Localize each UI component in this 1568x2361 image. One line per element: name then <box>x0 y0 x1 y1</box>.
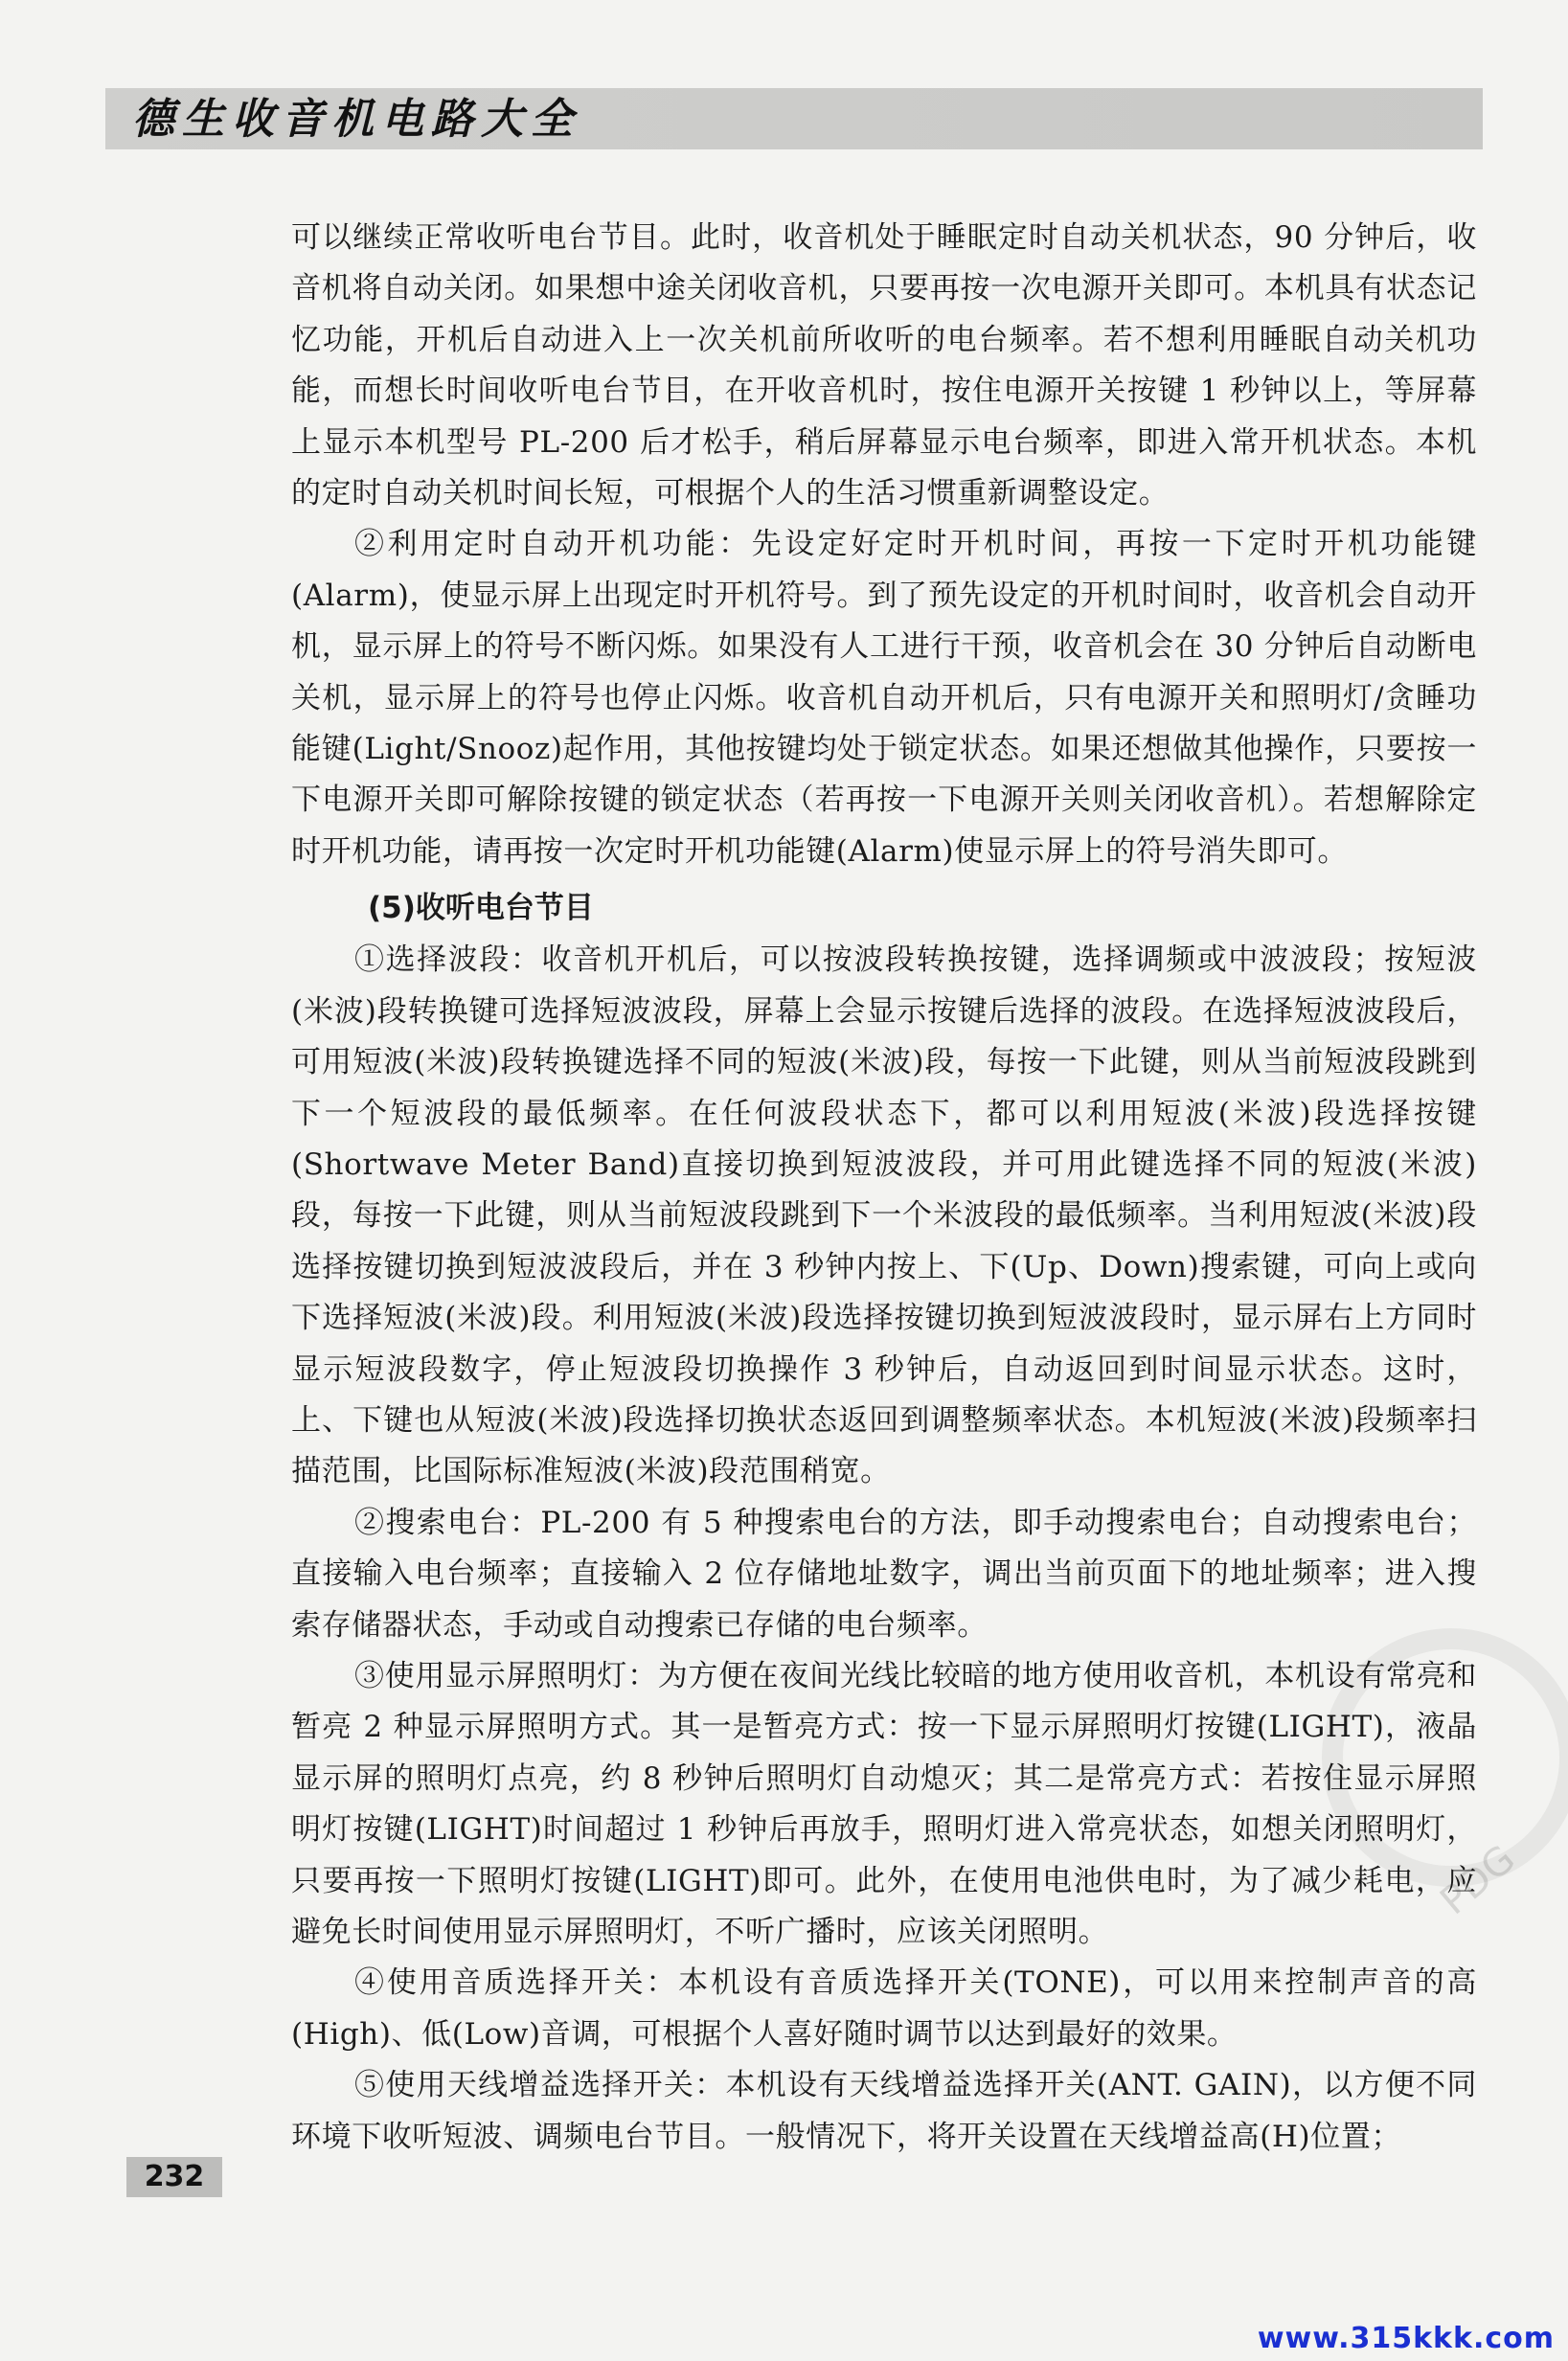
paragraph-station-search: ②搜索电台：PL-200 有 5 种搜索电台的方法，即手动搜索电台；自动搜索电台；直接输入电台频率；直接输入 2 位存储地址数字，调出当前页面下的地址频率；进入搜索存储器状态，手动或自动搜索已存储的电台频率。 <box>291 1505 1477 1643</box>
page-number: 232 <box>126 2157 222 2197</box>
paragraph-sleep-timer-cont: 可以继续正常收听电台节目。此时，收音机处于睡眠定时自动关机状态，90 分钟后，收音机将自动关闭。如果想中途关闭收音机，只要再按一次电源开关即可。本机具有状态记忆功能，开机后自动进入上一次关机前所收听的电台频率。若不想利用睡眠自动关机功能，而想长时间收听电台节目，在开收音机时，按住电源开关按键 1 秒钟以上，等屏幕上显示本机型号 PL-200 后才松手，稍后屏幕显示电台频率，即进入常开机状态。本机的定时自动关机时间长短，可根据个人的生活习惯重新调整设定。 <box>291 220 1477 511</box>
body-text <box>291 213 1477 2163</box>
paragraph-alarm-function: ②利用定时自动开机功能：先设定好定时开机时间，再按一下定时开机功能键(Alarm)，使显示屏上出现定时开机符号。到了预先设定的开机时间时，收音机会自动开机，显示屏上的符号不断闪烁。如果没有人工进行干预，收音机会在 30 分钟后自动断电关机，显示屏上的符号也停止闪烁。收音机自动开机后，只有电源开关和照明灯/贪睡功能键(Light/Snooz)起作用，其他按键均处于锁定状态。如果还想做其他操作，只要按一下电源开关即可解除按键的锁定状态（若再按一下电源开关则关闭收音机）。若想解除定时开机功能，请再按一次定时开机功能键(Alarm)使显示屏上的符号消失即可。 <box>291 527 1477 869</box>
paragraph-antenna-gain: ⑤使用天线增益选择开关：本机设有天线增益选择开关(ANT. GAIN)，以方便不同环境下收听短波、调频电台节目。一般情况下，将开关设置在天线增益高(H)位置； <box>291 2068 1477 2154</box>
paragraph-band-select: ①选择波段：收音机开机后，可以按波段转换按键，选择调频或中波波段；按短波(米波)段转换键可选择短波波段，屏幕上会显示按键后选择的波段。在选择短波波段后，可用短波(米波)段转换键选择不同的短波(米波)段，每按一下此键，则从当前短波段跳到下一个短波段的最低频率。在任何波段状态下，都可以利用短波(米波)段选择按键(Shortwave Meter Band)直接切换到短波波段，并可用此键选择不同的短波(米波)段，每按一下此键，则从当前短波段跳到下一个米波段的最低频率。当利用短波(米波)段选择按键切换到短波波段后，并在 3 秒钟内按上、下(Up、Down)搜索键，可向上或向下选择短波(米波)段。利用短波(米波)段选择按键切换到短波波段时，显示屏右上方同时显示短波段数字，停止短波段切换操作 3 秒钟后，自动返回到时间显示状态。这时，上、下键也从短波(米波)段选择切换状态返回到调整频率状态。本机短波(米波)段频率扫描范围，比国际标准短波(米波)段范围稍宽。 <box>291 942 1477 1489</box>
paragraph-tone-switch: ④使用音质选择开关：本机设有音质选择开关(TONE)，可以用来控制声音的高(High)、低(Low)音调，可根据个人喜好随时调节以达到最好的效果。 <box>291 1965 1477 2052</box>
watermark-seal <box>1322 1628 1568 1887</box>
section-heading-listening: (5)收听电台节目 <box>368 891 594 926</box>
running-header-title: 德生收音机电路大全 <box>132 95 580 144</box>
footer-url[interactable]: www.315kkk.com <box>1257 2322 1555 2355</box>
paragraph-backlight: ③使用显示屏照明灯：为方便在夜间光线比较暗的地方使用收音机，本机设有常亮和暂亮 2 种显示屏照明方式。其一是暂亮方式：按一下显示屏照明灯按键(LIGHT)，液晶显示屏的照明灯点亮，约 8 秒钟后照明灯自动熄灭；其二是常亮方式：若按住显示屏照明灯按键(LIGHT)时间超过 1 秒钟后再放手，照明灯进入常亮状态，如想关闭照明灯，只要再按一下照明灯按键(LIGHT)即可。此外，在使用电池供电时，为了减少耗电，应避免长时间使用显示屏照明灯，不听广播时，应该关闭照明。 <box>291 1658 1477 1949</box>
watermark-text: PDG <box>1432 1836 1524 1924</box>
